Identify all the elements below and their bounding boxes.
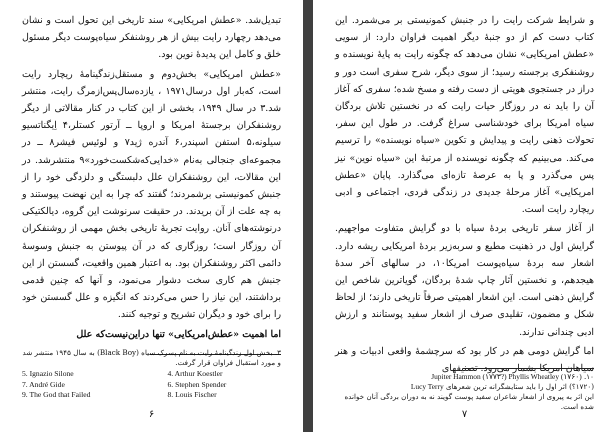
- footnote-name: 7. André Gide: [22, 379, 65, 389]
- page-number: ۷: [461, 409, 468, 420]
- paragraph: و شرایط شرکت رایت را در جنبش کمونیستی بر می‌شمرد. این کتاب دست کم از دو جنبهٔ دیگر اهمیت فراوان دارد: از سویی «عطش امریکایی» نشان می‌دهد که چگونه رایت به پایهٔ نویسنده و روشنفکری برجسته رسید؛ از سوی دیگر، شرح سفری است دور و دراز در جستجوی هویتی از دست رفته و مسخ شده؛ سفری که آغاز آن را باید نه در روزگار حیات رایت که در نخستین تلاش بردگان سیاه امریکا برای خودشناسی سراغ گرفت. در طول این سفر، تحولات ذهنی رایت و پیدایش و تکوین «سیاه نویسنده» را ترسیم می‌کند. می‌بینیم که چگونه نویسنده از مرتبهٔ این «سیاه نوین» نیز پس می‌گذرد و پا به عرصهٔ تازه‌ای می‌گذارد. پایان «عطش امریکایی» آغاز مرحلهٔ جدیدی در زندگی فردی، اجتماعی و ادبی ریچارد رایت است.: [335, 15, 594, 216]
- footnote-10-line: این اثر به پیروی از اشعار شاعران سفید پوست گویند نه به دوران بردگی آنان خوانده شده است.: [344, 392, 594, 411]
- footnote-name: 5. Ignazio Silone: [22, 369, 74, 378]
- paragraph: «عطش امریکایی» بخش‌دوم و مستقل‌زندگینامهٔ ریچارد رایت است، که‌بار اول در‌سال۱۹۷۱ ، یازده‌سال‌پس‌ازمرگ رایت، منتشر شد.۳ در سال ۱۹۴۹، بخشی از این کتاب در کنار مقالاتی از دیگر روشنفکران برجستهٔ امریکا و اروپا ــ آرتور کستلر،۴ اِیگناتسیو سیلونه،۵ استفن اسپندر،۶ آندره ژید۷ و لوئیس فیشر۸ ــ در مجموعه‌ای جنجالی به‌نام «خدایی‌که‌شکست‌خورد»۹ منتشرشد. در این مقالات، این روشنفکران علل دلبستگی و دلزدگی خود را از جنبش کمونیستی برشمردند؛ گفتند که چرا به این نهضت پیوستند و به چه علت از آن بریدند. در حقیقت سرنوشت این گروه، دیالکتیکی درنوشته‌های آنان. روایت تجربهٔ تاریخی بخش مهمی از روشنفکران آن روزگار است؛ روزگاری که در آن پیوستن به جنبش وسوسهٔ دائمی اکثر روشنفکران بود. به اعتبار همین واقعیت، گسستن از این جنبش هم کاری سخت دشوار می‌نمود، و آنها که چنین قدمی برداشتند، این نیاز را حس می‌کردند که انگیزه و علل گسستن خود را برای خود و دیگران تشریح و توجیه کنند.: [22, 68, 281, 321]
- footnote-10-marker: ۱۰.: [583, 372, 594, 381]
- footnote-name: 6. Stephen Spender: [167, 379, 227, 389]
- footnote-10-names: Jupiter Hammon (۱۷۷۳?) Phyllis Wheatley (۱۷۶۰): [431, 372, 582, 381]
- paragraph: اما اهمیت «عطش‌امریکایی» تنها در‌این‌نیست‌که علل: [76, 328, 281, 340]
- right-page-body: [335, 12, 594, 377]
- footnote-names-list: [22, 369, 281, 401]
- footnote-name: 9. The God that Failed: [22, 390, 91, 399]
- footnote-divider: [463, 368, 594, 369]
- footnote-10-line: [335, 372, 594, 382]
- page-number: ۶: [148, 409, 155, 420]
- paragraph: تبدیل‌شد. «عطش امریکایی» سند تاریخی این تحول است و نشان می‌دهد رچهارد رایت بیش از هر روشنفکر سیاه‌پوست دیگر مسئول خلق و کامل این پدیدهٔ نوین بود.: [22, 15, 281, 61]
- left-page: [0, 0, 303, 432]
- right-footnotes: [335, 372, 594, 412]
- footnote-10-name: Lucy Terry: [410, 382, 444, 391]
- footnote-name: 4. Arthur Koestler: [167, 369, 223, 378]
- right-page: [313, 0, 616, 432]
- footnote-3: ۳. بخش اول زندگینامهٔ رایت به نام پسرک سیاه (Black Boy) به سال ۱۹۴۵ منتشر شد و مورد استقبال فراوان قرار گرفت.: [22, 348, 281, 367]
- footnote-10-line: [335, 382, 594, 392]
- left-footnotes: [22, 348, 281, 401]
- left-page-body: [22, 12, 281, 343]
- footnote-10-text: (۱۷۲۰؟) اثر اول را باید ستایشگرانه ترین شعرهای: [445, 382, 594, 391]
- paragraph: اما گرایش دومی هم در کار بود که سرچشمهٔ واقعی ادبیات و هنر سیاهان امریکا بشمار می‌رود. تصنیفهای: [335, 345, 594, 375]
- paragraph: از آغاز سفر تاریخی بردهٔ سیاه با دو گرایش متفاوت مواجهیم. گرایش اول در ذهنیت مطیع و سربه‌زیر بردهٔ امریکایی ریشه دارد. اشعار سه بردهٔ سیاه‌پوست امریکا۱۰، در سالهای آخر سدهٔ هیجدهم، و نخستین آثار چاپ شدهٔ بردگان، گویاترین شاخص این گرایش ذهنی است. این اشعار اهمیتی صرفاً تاریخی دارند؛ از لحاظ شکل و مضمون، تقلیدی صرف از اشعار سفید پوستانند و ارزش ادبی چندانی ندارند.: [335, 223, 594, 338]
- footnote-name: 8. Louis Fischer: [167, 390, 217, 399]
